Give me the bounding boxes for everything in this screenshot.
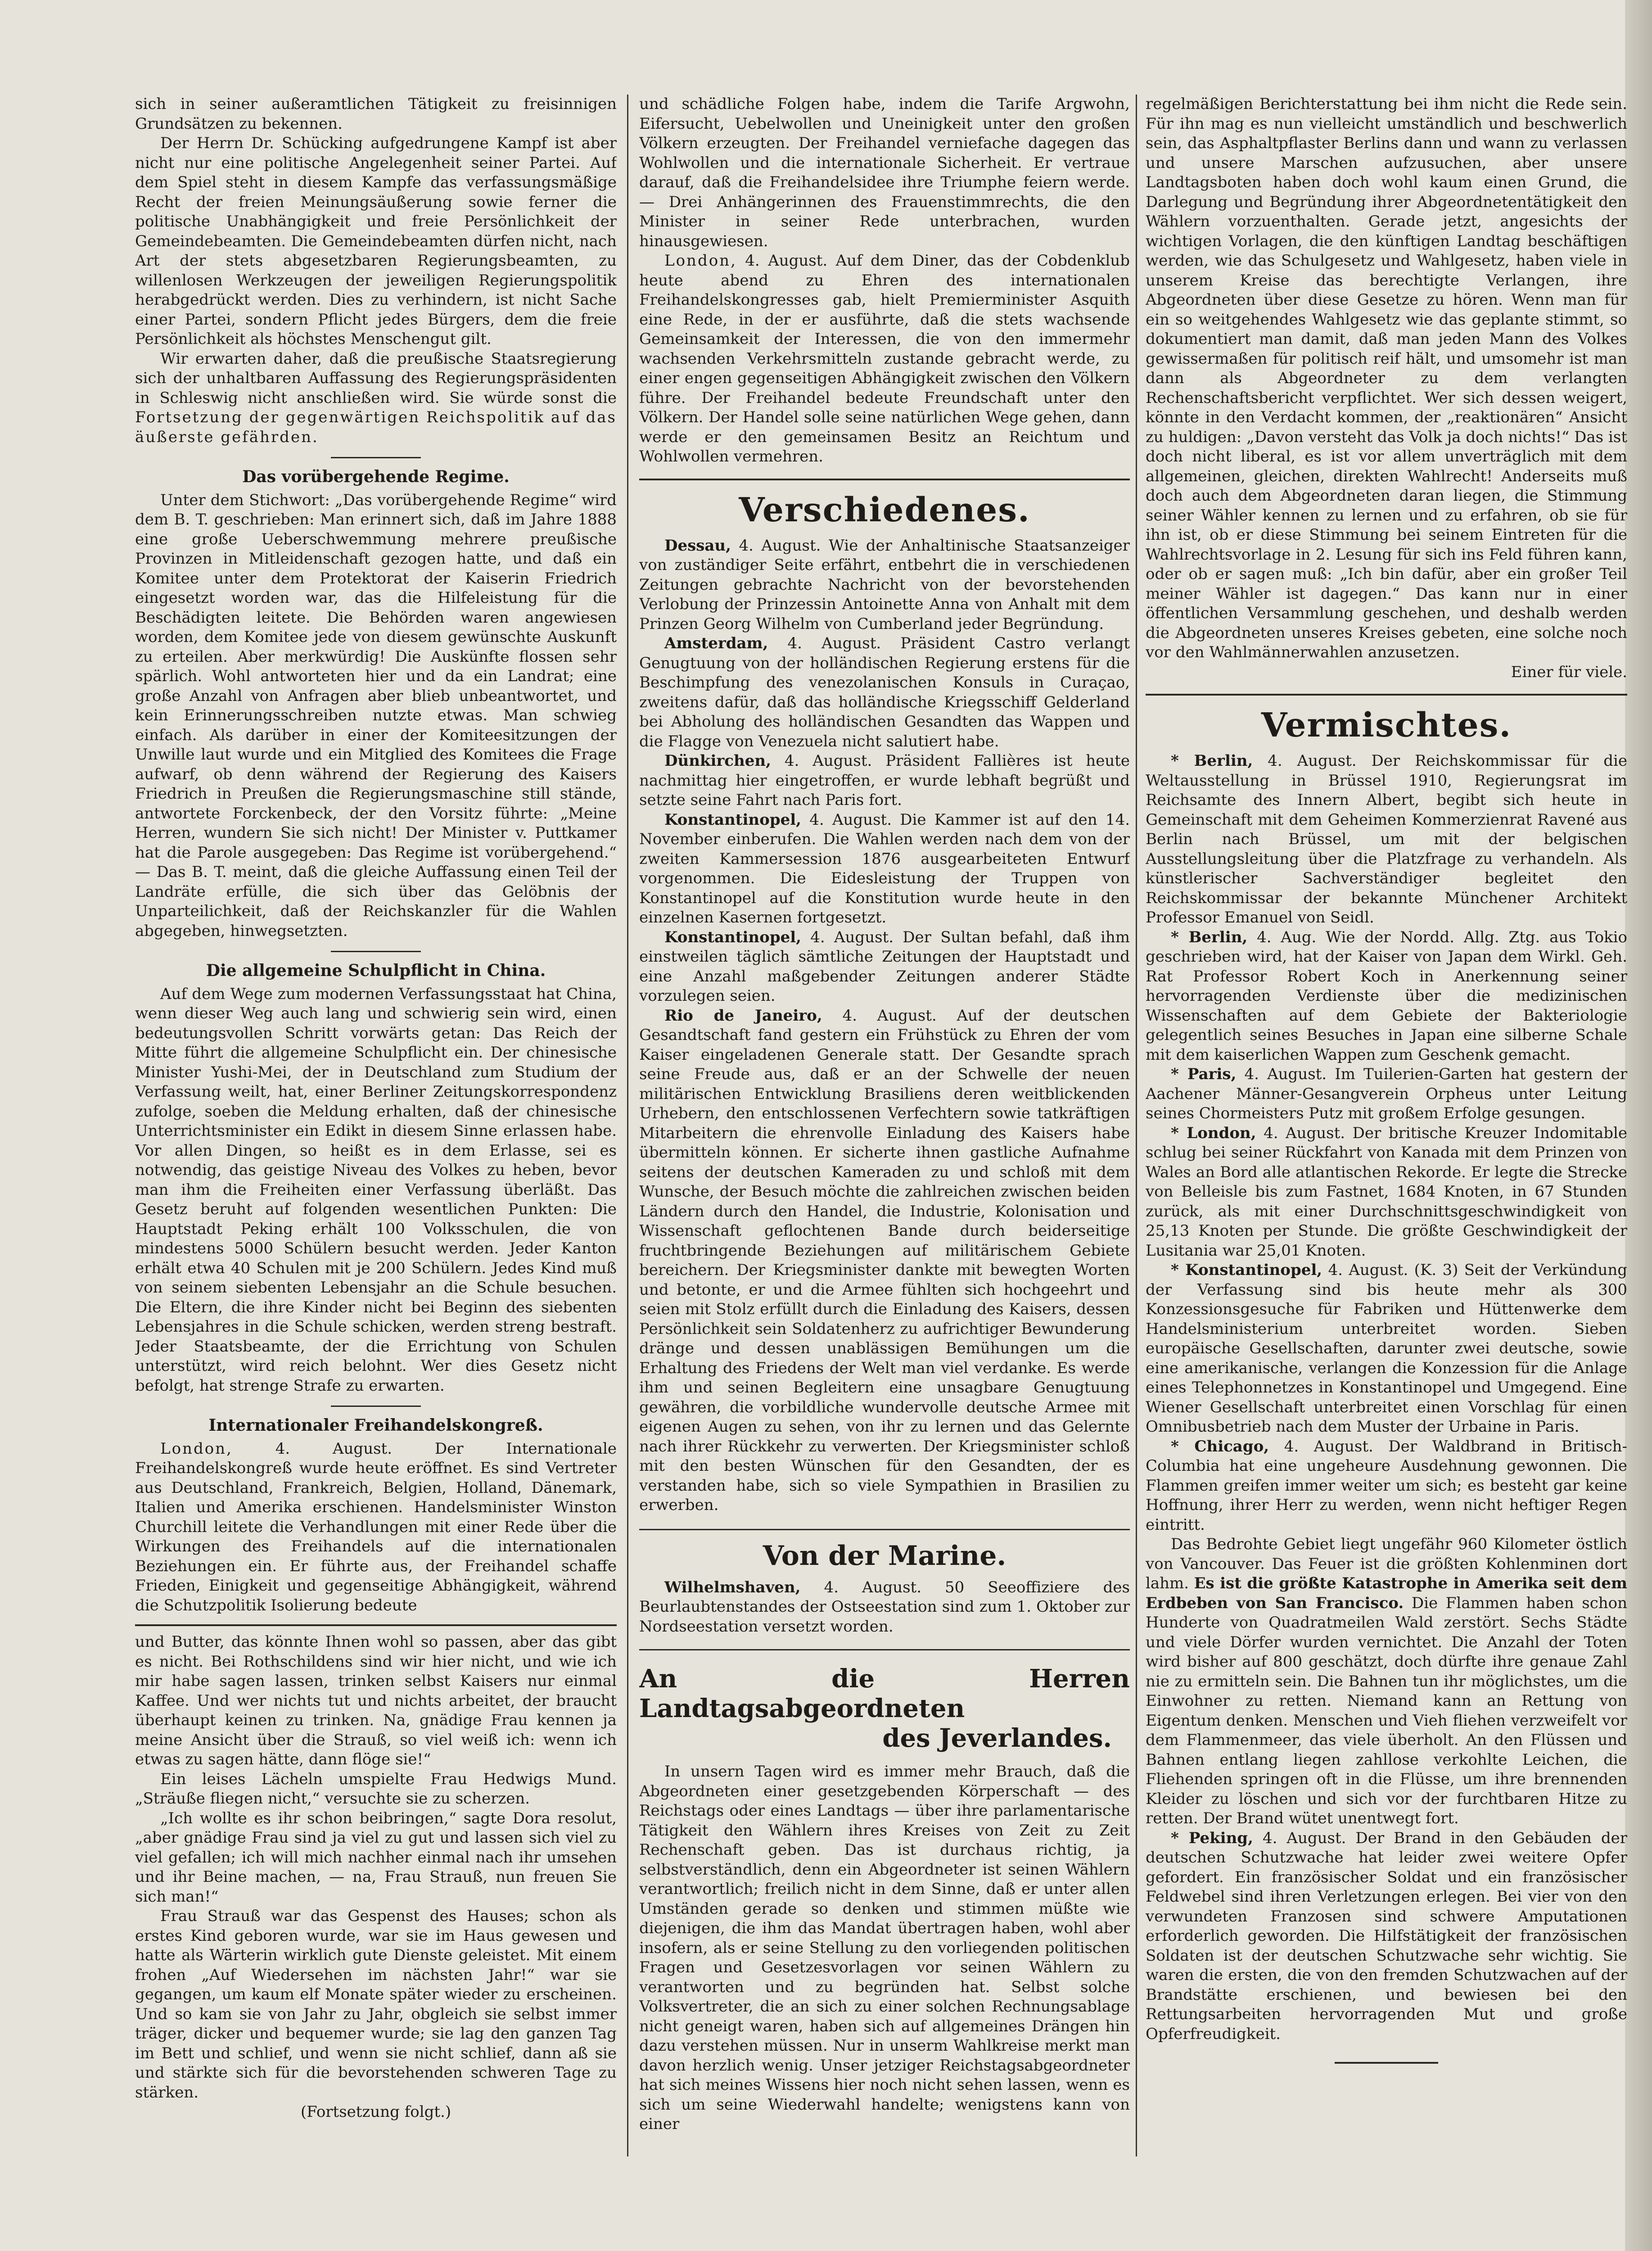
text: 4. August. Auf dem Diner, das der Cobdenklub heute abend zu Ehren des internationalen Freihandelskongresses gab, hielt Premierminister Asquith eine Rede, in der er ausführte, daß die stets wachsende Gemeinsamkeit der Interessen, die von den immermehr wachsenden Verkehrsmitteln zustande gebracht werde, zu einer engen gegenseitigen Abhängigkeit zwischen den Völkern führe. Der Freihandel bedeute Freundschaft unter den Völkern. Der Handel solle seine natürlichen Wege gehen, dann werde er den gemeinsamen Besitz an Reichtum und Wohlwollen vermehren. [639,252,1130,466]
feuilleton-paragraph: „Ich wollte es ihr schon beibringen,“ sagte Dora resolut, „aber gnädige Frau sind ja viel zu gut und lassen sich viel zu viel gefallen; ich will mich nachher einmal nach ihr umsehen und ihr Beine machen, — na, Frau Strauß, nun freuen Sie sich man!“ [135,1809,617,1906]
paragraph: In unsern Tagen wird es immer mehr Brauch, daß die Abgeordneten einer gesetzgebenden Körperschaft — des Reichstags oder eines Landtags — über ihre parlamentarische Tätigkeit den Wählern ihres Kreises von Zeit zu Zeit Rechenschaft geben. Das ist durchaus richtig, ja selbstverständlich, denn ein Abgeordneter ist seinen Wählern verantwortlich; freilich nicht in dem Sinne, daß er unter allen Umständen gerade so denken und stimmen müßte wie diejenigen, die ihm das Mandat übertragen haben, wohl aber insofern, als er seine Stellung zu den vorliegenden politischen Fragen und Gesetzesvorlagen vor seinen Wählern zu verantworten und zu begründen hat. Selbst solche Volksvertreter, die an sich zu einer solchen Rechnungsablage nicht geneigt waren, haben sich auf allgemeines Drängen hin dazu verstehen müssen. Nur in unserm Wahlkreise merkt man davon herzlich wenig. Unser jetziger Reichstagsabgeordneter hat sich meines Wissens hier noch nicht sehen lassen, wenn es sich um seine Wiederwahl handelte; wenigstens kann von einer [639,1763,1130,2133]
feuilleton-separator [135,1624,617,1626]
text: 4. August. Der britische Kreuzer Indomitable schlug bei seiner Rückfahrt von Kanada mit dem Prinzen von Wales an Bord alle atlantischen Rekorde. Er legte die Strecke von Belleisle bis zum Fastnet, 1684 Knoten, in 67 Stunden zurück, als mit einer Durchschnittsgeschwindigkeit von 25,13 Knoten per Stunde. Die größte Geschwindigkeit der Lusitania war 25,01 Knoten. [1146,1124,1627,1260]
spaced-text: Fortsetzung der gegenwärtigen Reichspolitik auf das äußerste gefährden. [135,408,617,446]
section-heading-vermischtes: Vermischtes. [1146,694,1627,743]
news-item [1146,1829,1627,2044]
text: 4. August. Der Internationale Freihandelskongreß wurde heute eröffnet. Es sind Vertreter aus Deutschland, Frankreich, Belgien, Holland, Dänemark, Italien und Amerika erschienen. Handelsminister Winston Churchill leitete die Verhandlungen mit einer Rede über die Wirkungen des Freihandels auf die internationalen Beziehungen ein. Er führte aus, der Freihandel schaffe Frieden, Einigkeit und gegenseitige Abhängigkeit, während die Schutzpolitik Isolierung bedeute [135,1439,617,1614]
paragraph [639,251,1130,467]
column-2 [639,95,1130,2251]
text: 4. August. Der Brand in den Gebäuden der deutschen Schutzwache hat leider zwei weitere Opfer gefordert. Ein französischer Soldat und ein französischer Feldwebel sind ihren Verletzungen erlegen. Bei vier von den verwundeten Franzosen sind schwere Amputationen erforderlich geworden. Die Hilfstätigkeit der französischen Soldaten ist der deutschen Schutzwache sehr wichtig. Sie waren die ersten, die von den fremden Schutzwachen auf der Brandstätte erschienen, und bewiesen bei den Rettungsarbeiten hervorragenden Mut und große Opferfreudigkeit. [1146,1829,1627,2043]
news-item [639,536,1130,634]
text: Wir erwarten daher, daß die preußische Staatsregierung sich der unhaltbaren Auffassung des Regierungspräsidenten in Schleswig nicht anschließen wird. Sie würde sonst die [135,349,617,407]
dateline-place: Konstantinopel, [664,928,801,946]
text: 4. August. 50 Seeoffiziere des Beurlaubtenstandes der Ostseestation sind zum 1. Oktober zur Nordseestation versetzt worden. [639,1578,1130,1636]
news-item [639,810,1130,928]
continuation-note: (Fortsetzung folgt.) [300,2103,451,2121]
feuilleton-paragraph: und Butter, das könnte Ihnen wohl so passen, aber das gibt es nicht. Bei Rothschildens sind wir hier nicht, und wie ich mir habe sagen lassen, trinken selbst Kaisers nur einmal Kaffee. Und wer nichts tut und nichts arbeitet, der braucht überhaupt keinen zu trinken. Na, gnädige Frau kennen ja meine Ansicht über die Strauß, so viel weiß ich: wenn ich etwas zu sagen hätte, dann flöge sie!“ [135,1633,617,1768]
dateline-place: * Berlin, [1171,752,1253,770]
text: 4. August. Wie der Anhaltinische Staatsanzeiger von zuständiger Seite erfährt, entbehrt die in verschiedenen Zeitungen gebrachte Nachricht von der bevorstehenden Verlobung der Prinzessin Antoinette Anna von Anhalt mit dem Prinzen Georg Wilhelm von Cumberland jeder Begründung. [639,536,1130,633]
text: 4. August. Der Waldbrand in Britisch-Columbia hat eine ungeheure Ausdehnung gewonnen. Die Flammen greifen immer weiter um sich; es besteht gar keine Hoffnung, ihrer Herr zu werden, wenn nicht heftiger Regen eintritt. [1146,1437,1627,1534]
paragraph: regelmäßigen Berichterstattung bei ihm nicht die Rede sein. Für ihn mag es nun vielleicht umständlich und beschwerlich sein, das Asphaltpflaster Berlins dann und wann zu verlassen und unsere Marschen aufzusuchen, aber unsere Landtagsboten haben doch wohl kaum einen Grund, die Darlegung und Begründung ihrer Abgeordnetentätigkeit den Wählern vorzuenthalten. Gerade jetzt, angesichts der wichtigen Vorlagen, die den künftigen Landtag beschäftigen werden, wie das Schulgesetz und Wahlgesetz, haben viele in unserem Kreise das berechtigte Verlangen, ihre Abgeordneten über diese Gesetze zu hören. Wenn man für ein so weitgehendes Wahlgesetz wie das geplante stimmt, so dokumentiert man damit, daß man jeden Mann des Volkes gewissermaßen für politisch reif hält, und umsomehr ist man dann als Abgeordneter zu dem verlangten Rechenschaftsbericht verpflichtet. Wer sich dessen weigert, könnte in den Verdacht kommen, der „reaktionären“ Ansicht zu huldigen: „Davon versteht das Volk ja doch nichts!“ Das ist doch nicht liberal, es ist vor allem unverträglich mit dem allgemeinen, gleichen, direkten Wahlrecht! Anderseits muß doch auch dem Abgeordneten daran liegen, die Stimmung seiner Wähler kennen zu lernen und zu erfahren, ob sie für ihn ist, ob er diese Stimmung bei seinem Eintreten für die Wahlrechtsvorlage in 2. Lesung für sich ins Feld führen kann, oder ob er sagen muß: „Ich bin dafür, aber ein großer Teil meiner Wähler ist dagegen.“ Das kann nur in einer öffentlichen Versammlung geschehen, und deshalb werden die Abgeordneten unseres Kreises gebeten, eine solche noch vor den Wahlmännerwahlen anzusetzen. [1146,95,1627,661]
news-item [1146,751,1627,928]
text: 4. August. Der Reichskommissar für die Weltausstellung in Brüssel 1910, Regierungsrat im Reichsamte des Innern Albert, begibt sich heute in Gemeinschaft mit dem Geheimen Kommerzienrat Ravené aus Berlin nach Brüssel, um mit der belgischen Ausstellungsleitung über die Platzfrage zu verhandeln. Als künstlerischer Sachverständiger begleitet den Reichskommissar der bekannte Münchener Architekt Professor Emanuel von Seidl. [1146,752,1627,927]
text: 4. August. Im Tuilerien-Garten hat gestern der Aachener Männer-Gesangverein Orpheus unter Leitung seines Chormeisters Putz mit großem Erfolge gesungen. [1146,1065,1627,1122]
section-heading-marine: Von der Marine. [639,1529,1130,1572]
news-item [1146,1261,1627,1437]
dateline-place: Dünkirchen, [664,752,771,770]
paragraph: Der Herrn Dr. Schücking aufgedrungene Kampf ist aber nicht nur eine politische Angelegenheit seiner Partei. Auf dem Spiel steht in diesem Kampfe das verfassungsmäßige Recht der freien Meinungsäußerung sowie ferner die politische Unabhängigkeit und freie Persönlichkeit der Gemeindebeamten. Die Gemeindebeamten dürfen nicht, nach Art der stets abgesetzbaren Regierungsbeamten, zu willenlosen Werkzeugen der jeweiligen Regierungspolitik herabgedrückt werden. Dies zu verhindern, ist nicht Sache einer Partei, sondern Pflicht jedes Bürgers, dem die freie Persönlichkeit als höchstes Menschengut gilt. [135,134,617,348]
dateline-place: London, [664,252,737,270]
signature: Einer für viele. [1511,663,1627,681]
text: 4. August. Auf der deutschen Gesandtschaft fand gestern ein Frühstück zu Ehren der vom Kaiser eingeladenen Generale statt. Der Gesandte sprach seine Freude aus, daß er an der Schwelle der neuen militärischen Entwicklung Brasiliens deren weitblickenden Urhebern, den entschlossenen Verfechtern sowie tatkräftigen Mitarbeitern die ehrenvolle Einladung des Kaisers habe übermitteln können. Er sicherte ihnen gastliche Aufnahme seitens der deutschen Kameraden zu und schloß mit dem Wunsche, der Besuch möchte die zahlreichen zwischen beiden Ländern durch den Handel, die Industrie, Kolonisation und Wissenschaft geflochtenen Bande durch beiderseitige fruchtbringende Beziehungen auf militärischem Gebiete bereichern. Der Kriegsminister dankte mit bewegten Worten und betonte, er und die Armee fühlten sich hochgeehrt und seien mit Stolz erfüllt durch die Einladung des Kaisers, dessen Persönlichkeit sein Soldatenherz zu aufrichtiger Bewunderung dränge und dessen unablässigen Bemühungen um die Erhaltung des Friedens der Welt man viel verdanke. Es werde ihm und seinen Begleitern eine unsagbare Genugtuung gewähren, die vorbildliche wundervolle deutsche Armee mit eigenen Augen zu sehen, von ihr zu lernen und das Gelernte nach ihrer Rückkehr zu verwerten. Der Kriegsminister schloß mit den besten Wünschen für den Gesandten, der es verstanden habe, sich so viele Sympathien in Brasilien zu erwerben. [639,1006,1130,1514]
dateline-place: * Peking, [1171,1829,1253,1847]
dateline-place: * Konstantinopel, [1171,1261,1323,1279]
text: 4. Aug. Wie der Nordd. Allg. Ztg. aus Tokio geschrieben wird, hat der Kaiser von Japan dem Wirkl. Geh. Rat Professor Robert Koch in Anerkennung seiner hervorragenden Verdienste über die medizinischen Wissenschaften auf dem Gebiete der Bakteriologie gelegentlich seines Besuches in Japan eine silberne Schale mit dem kaiserlichen Wappen zum Geschenk gemacht. [1146,928,1627,1064]
news-item [639,751,1130,810]
news-item [639,634,1130,751]
text: 4. August. Präsident Fallières ist heute nachmittag hier eingetroffen, er wurde lebhaft begrüßt und setzte seine Fahrt nach Paris fort. [639,752,1130,809]
dateline-place: London, [160,1439,233,1458]
news-item [639,928,1130,1006]
section-heading: Die allgemeine Schulpflicht in China. [135,951,617,981]
news-item [639,1578,1130,1637]
feuilleton-paragraph: Frau Strauß war das Gespenst des Hauses; schon als erstes Kind geboren wurde, war sie im Haus gewesen und hatte als Wärterin wirklich gute Dienste geleistet. Mit einem frohen „Auf Wiedersehen im nächsten Jahr!“ war sie gegangen, um kaum elf Monate später wieder zu erscheinen. Und so kam sie von Jahr zu Jahr, obgleich sie selbst immer träger, dicker und bequemer wurde; sie lag den ganzen Tag im Bett und schlief, und wenn sie nicht schlief, dann aß sie und stärkte sich für die bevorstehenden schweren Tage zu stärken. [135,1907,617,2102]
end-rule [1335,2062,1438,2064]
dateline-place: Amsterdam, [664,634,768,652]
dateline-place: Rio de Janeiro, [664,1006,822,1025]
article-heading-landtag [639,1649,1130,1753]
column-rule-2 [1136,95,1137,2156]
dateline-place: Dessau, [664,536,731,555]
dateline-place: Wilhelmshaven, [664,1578,801,1596]
paragraph: Auf dem Wege zum modernen Verfassungsstaat hat China, wenn dieser Weg auch lang und schwierig sein wird, einen bedeutungsvollen Schritt vorwärts getan: Das Reich der Mitte führt die allgemeine Schulpflicht ein. Der chinesische Minister Yushi-Mei, der in Deutschland zum Studium der Verfassung weilt, hat, einer Berliner Zeitungskorrespondenz zufolge, soeben die Meldung erhalten, daß der chinesische Unterrichtsminister ein Edikt in diesem Sinne erlassen habe. Vor allen Dingen, so heißt es in dem Erlasse, sei es notwendig, das geistige Niveau des Volkes zu heben, bevor man ihm die Freiheiten einer Verfassung überläßt. Das Gesetz beruht auf folgenden wesentlichen Punkten: Die Hauptstadt Peking erhält 100 Volksschulen, die von mindestens 5000 Schülern besucht werden. Jeder Kanton erhält etwa 40 Schulen mit je 200 Schülern. Jedes Kind muß von seinem siebenten Lebensjahr an die Schule besuchen. Die Eltern, die ihre Kinder nicht bei Beginn des siebenten Lebensjahres in die Schule schicken, werden streng bestraft. Jeder Staatsbeamte, der die Errichtung von Schulen unterstützt, wird reich belohnt. Wer dies Gesetz nicht befolgt, hat strenge Strafe zu erwarten. [135,985,617,1395]
paragraph: sich in seiner außeramtlichen Tätigkeit zu freisinnigen Grundsätzen zu bekennen. [135,95,617,133]
section-heading-verschiedenes: Verschiedenes. [639,479,1130,528]
page-spine [1625,0,1652,2251]
dateline-place: * Paris, [1171,1065,1237,1083]
news-item [1146,928,1627,1065]
news-item [639,1006,1130,1515]
text: 4. August. Die Kammer ist auf den 14. November einberufen. Die Wahlen werden nach dem von der zweiten Kammersession 1876 ausgearbeiteten Entwurf vorgenommen. Die Eidesleistung der Truppen von Konstantinopel auf die Konstitution wurde heute in den einzelnen Kasernen fortgesetzt. [639,810,1130,927]
section-heading: Internationaler Freihandelskongreß. [135,1406,617,1436]
news-item [1146,1437,1627,1535]
section-heading: Das vorübergehende Regime. [135,457,617,487]
text: Die Flammen haben schon Hunderte von Quadratmeilen Wald zerstört. Sechs Städte und viele Dörfer wurden vernichtet. Die Anzahl der Toten wird bisher auf 800 geschätzt, doch dürfte ihre genaue Zahl nie zu ermitteln sein. Die Bahnen tun ihr möglichstes, um die Einwohner zu retten. Niemand kann an Rettung von Eigentum denken. Menschen und Vieh fliehen verzweifelt vor dem Flammenmeer, das viele überholt. An den Flüssen und Bahnen entlang liegen zahllose verkohlte Leichen, die Fliehenden springen oft in die Flüsse, um ihre brennenden Kleider zu löschen und sich vor der furchtbaren Hitze zu retten. Der Brand wütet unentwegt fort. [1146,1594,1627,1827]
text: 4. August. Der Sultan befahl, daß ihm einstweilen täglich sämtliche Zeitungen der Hauptstadt und eine Anzahl maßgebender Zeitungen anderer Städte vorzulegen seien. [639,928,1130,1005]
text: Das Bedrohte Gebiet liegt ungefähr 960 Kilometer östlich von Vancouver. Das Feuer ist die größten Kohlenminen dort lahm. [1146,1535,1627,1592]
paragraph [135,1439,617,1616]
news-item [1146,1124,1627,1261]
news-item [1146,1065,1627,1124]
text: 4. August. Präsident Castro verlangt Genugtuung von der holländischen Regierung erstens für die Beschimpfung des venezolanischen Konsuls in Curaçao, zweitens dafür, daß das holländische Kriegsschiff Gelderland bei Abholung des holländischen Gesandten das Wappen und die Flagge von Venezuela nicht salutiert habe. [639,634,1130,750]
dateline-place: Konstantinopel, [664,810,801,829]
dateline-place: * London, [1171,1124,1256,1142]
heading-line-2: des Jeverlandes. [882,1723,1112,1753]
heading-line-1: An die Herren Landtagsabgeordneten [639,1664,1130,1723]
paragraph [1146,1535,1627,1829]
column-rule-1 [627,95,628,2156]
paragraph: und schädliche Folgen habe, indem die Tarife Argwohn, Eifersucht, Uebelwollen und Uneinigkeit unter den großen Völkern erzeugten. Der Freihandel verniefache dagegen das Wohlwollen und die internationale Sicherheit. Er vertraue darauf, daß die Freihandelsidee ihre Triumphe feiern werde. — Drei Anhängerinnen des Frauenstimmrechts, die den Minister in seiner Rede unterbrachen, wurden hinausgewiesen. [639,95,1130,250]
text: 4. August. (K. 3) Seit der Verkündung der Verfassung sind bis heute mehr als 300 Konzessionsgesuche für Fabriken und Hüttenwerke dem Handelsministerium unterbreitet worden. Sieben europäische Gesellschaften, darunter zwei deutsche, sowie eine amerikanische, verlangen die Konzession für die Anlage eines Telephonnetzes in Konstantinopel und Umgegend. Eine Wiener Gesellschaft unterbreitet einen Vorschlag für einen Omnibusbetrieb nach dem Muster der Urbaine in Paris. [1146,1261,1627,1436]
emphasis-text: Es ist die größte Katastrophe in Amerika seit dem Erdbeben von San Francisco. [1146,1574,1627,1612]
column-3 [1146,95,1627,2251]
dateline-place: * Chicago, [1171,1437,1269,1455]
paragraph [135,349,617,447]
dateline-place: * Berlin, [1171,928,1248,946]
paragraph: Unter dem Stichwort: „Das vorübergehende Regime“ wird dem B. T. geschrieben: Man erinnert sich, daß im Jahre 1888 eine große Ueberschwemmung mehrere preußische Provinzen in Mitleidenschaft gezogen hatte, und daß ein Komitee unter dem Protektorat der Kaiserin Friedrich eingesetzt worden war, das die Hilfeleistung für die Beschädigten leitete. Die Behörden waren angewiesen worden, dem Komitee jede von diesem gewünschte Auskunft zu erteilen. Aber merkwürdig! Die Auskünfte flossen sehr spärlich. Wohl antworteten hier und da ein Landrat; eine große Anzahl von Anfragen aber blieb unbeantwortet, und kein Erinnerungsschreiben nutzte etwas. Man schwieg einfach. Als darüber in einer der Komiteesitzungen der Unwille laut wurde und ein Mitglied des Komitees die Frage aufwarf, ob denn während der Regierung des Kaisers Friedrich in Preußen die Regierungsmaschine still stände, antwortete Forckenbeck, der den Vorsitz führte: „Meine Herren, wundern Sie sich nicht! Der Minister v. Puttkamer hat die Parole ausgegeben: Das Regime ist vorübergehend.“ — Das B. T. meint, daß die gleiche Auffassung einen Teil der Landräte erfülle, die sich über das Gelöbnis der Unparteilichkeit, daß der Reichskanzler für die Wahlen abgegeben, hinwegsetzten. [135,491,617,940]
column-1 [135,95,617,2251]
feuilleton-paragraph: Ein leises Lächeln umspielte Frau Hedwigs Mund. „Sträuße fliegen nicht,“ versuchte sie zu scherzen. [135,1770,617,1808]
